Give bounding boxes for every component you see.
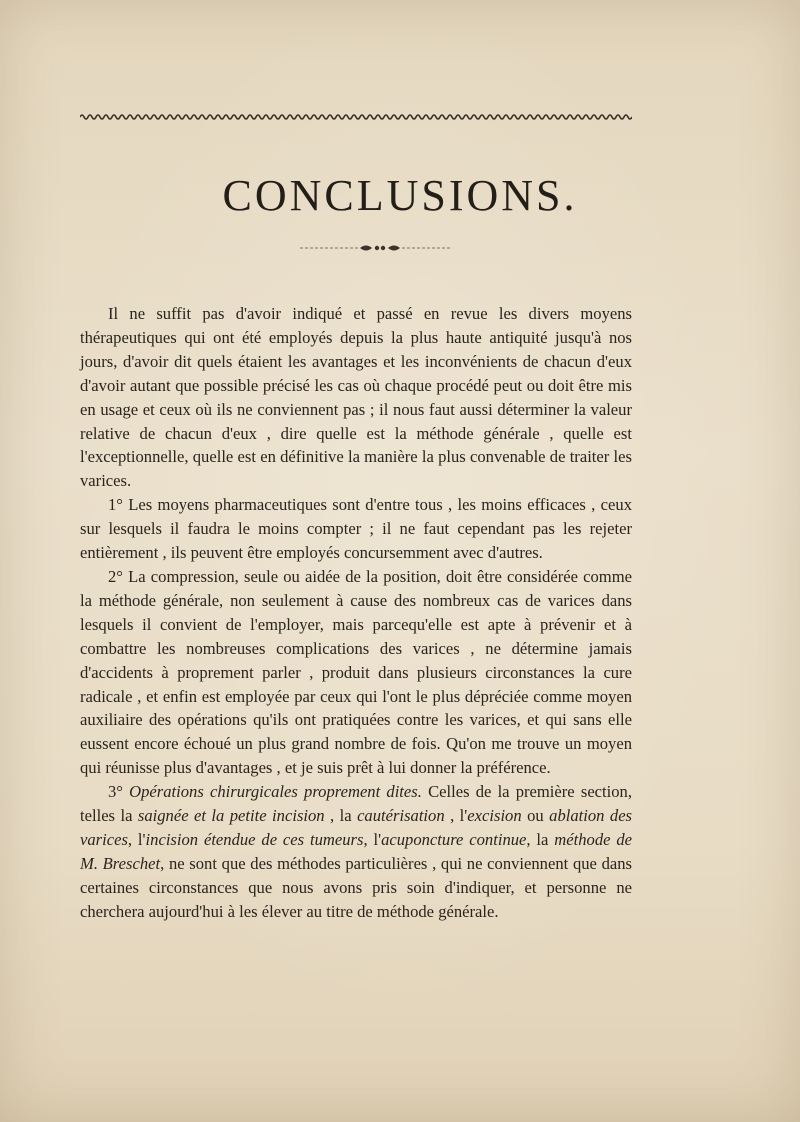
body-text [80,302,632,924]
italic-term-incision: incision étendue de ces tumeurs [145,829,364,849]
paragraph-pharmaceutical-means: 1° Les moyens pharmaceutiques sont d'entre tous , les moins efficaces , ceux sur lesquels il faudra le moins compter ; il ne faut cependant pas les rejeter entièrement , ils peuvent être employés concursemment avec d'autres. [80,495,632,563]
paragraph-introduction: Il ne suffit pas d'avoir indiqué et passé en revue les divers moyens thérapeutiques qui ont été employés depuis la plus haute antiquité jusqu'à nos jours, d'avoir dit quels étaient les avantages et les inconvénients de chacun d'eux d'avoir autant que possible précisé les cas où chaque procédé peut ou doit être mis en usage et ceux où ils ne conviennent pas ; il nous faut aussi déterminer la valeur relative de chacun d'eux , dire quelle est la méthode générale , quelle est l'exceptionnelle, quelle est en définitive la manière la plus convenable de traiter les varices. [80,304,632,491]
section-heading-italic: Opérations chirurgicales proprement dites. [129,782,422,802]
title-ornament [300,242,450,254]
text-span: Celles de la première section, telles la [80,782,633,826]
paragraph-compression: 2° La compression, seule ou aidée de la position, doit être considérée comme la méthode générale, non seulement à cause des nombreux cas de varices dans lesquels il convient de l'employer, mais parcequ'elle est apte à prévenir et à combattre les nombreuses complications des varices , ne détermine jamais d'accidents à proprement parler , produit dans plusieurs circonstances la cure radicale , et enfin est employée par ceux qui l'ont le plus dépréciée comme moyen auxiliaire des opérations qu'ils ont pratiquées contre les varices, et qui sans elle eussent encore échoué un plus grand nombre de fois. Qu'on me trouve un moyen qui réunisse plus d'avantages , et je suis prêt à lui donner la préférence. [80,566,632,778]
text-span: , l' [127,829,146,849]
paragraph-number: 3° [108,782,130,802]
italic-term-ablation: ablation des varices [80,806,633,849]
text-span: , la [324,806,358,826]
text-span: , l' [444,806,468,826]
italic-term-breschet: méthode de M. Breschet [80,829,633,873]
text-span: , l' [363,829,382,849]
decorative-wavy-rule [80,112,632,122]
text-span: ou [521,806,550,826]
italic-term-saignee: saignée et la petite incision [137,806,325,826]
italic-term-acuponcture: acuponcture continue [381,829,527,849]
page-title: CONCLUSIONS. [222,171,578,220]
italic-term-cauterisation: cautérisation [357,806,445,826]
text-span: , ne sont que des méthodes particulières , qui ne conviennent que dans certaines circonstances que nous avons pris soin d'indiquer, et personne ne cherchera aujourd'hui à les élever au titre de méthode générale. [80,853,633,921]
text-span: , la [526,829,555,849]
italic-term-excision: excision [467,806,522,826]
paragraph-surgical-operations [80,780,632,923]
